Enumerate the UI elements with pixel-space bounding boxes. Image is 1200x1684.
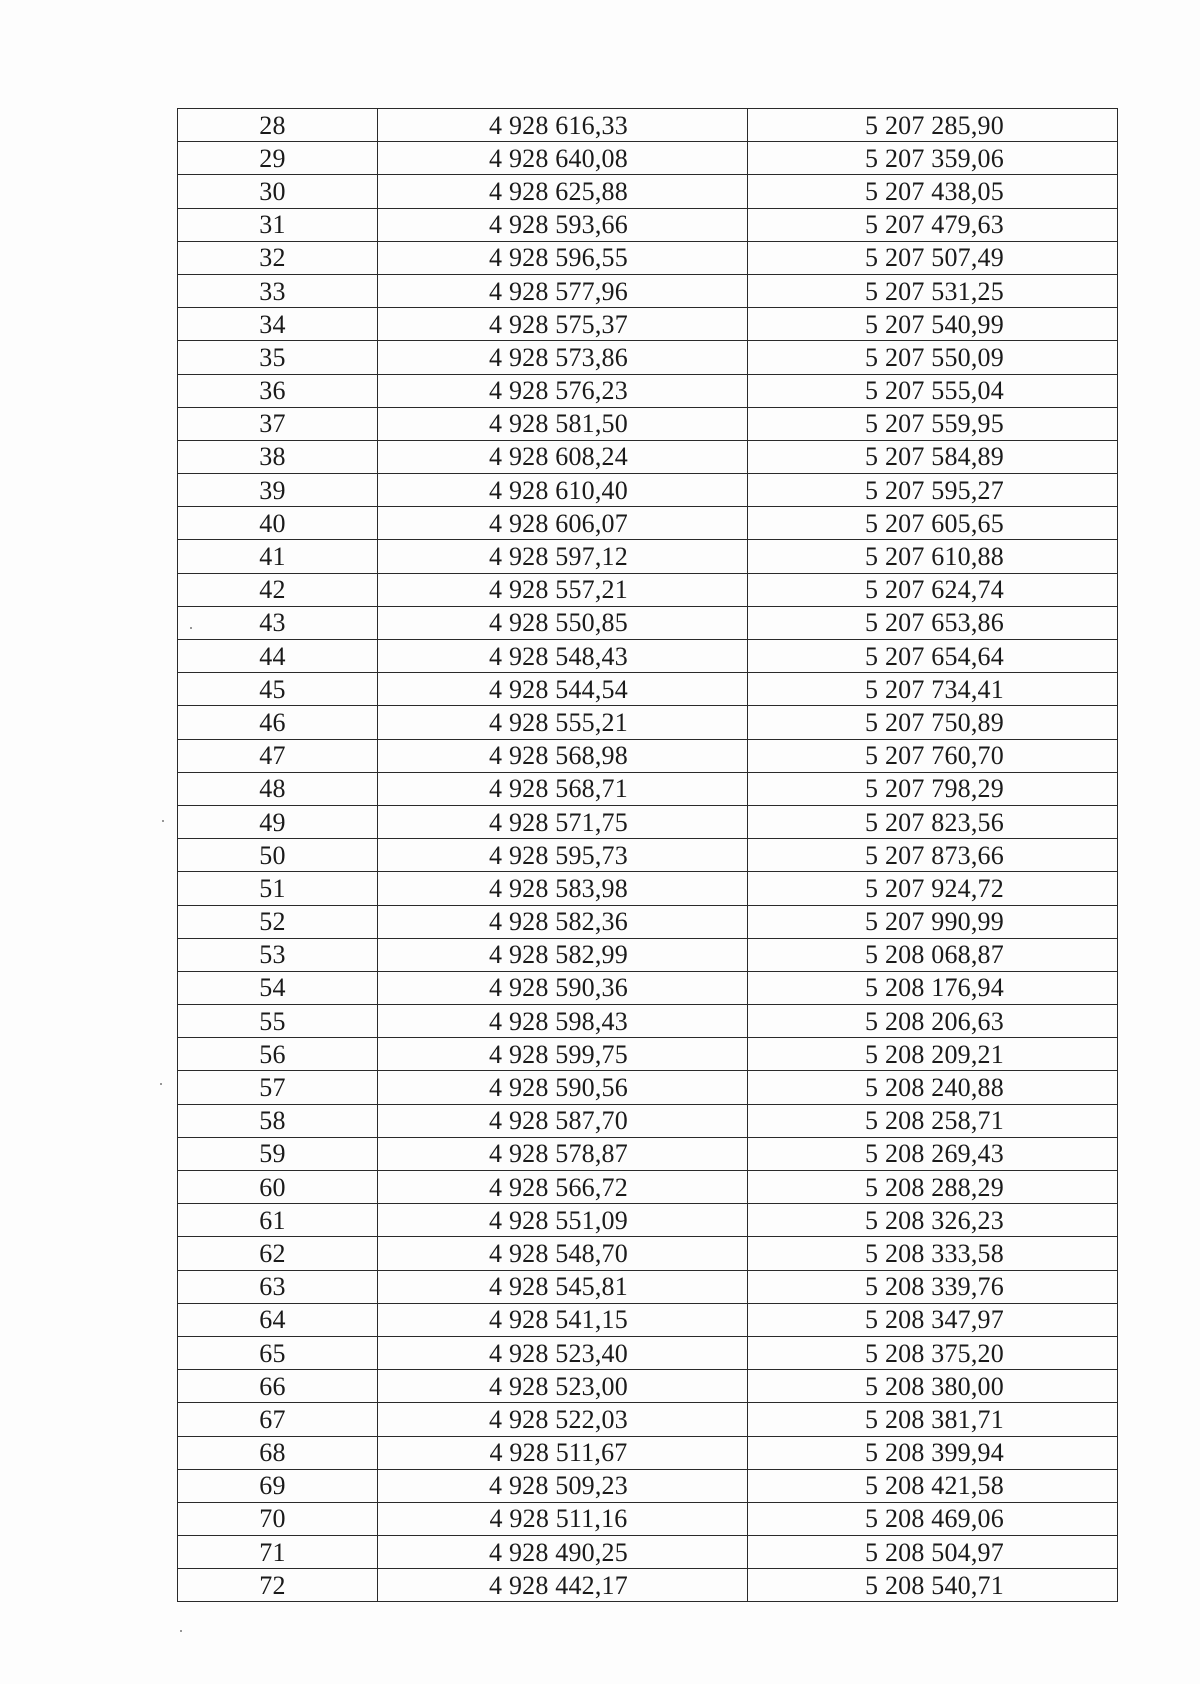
table-row [178,772,1118,805]
y-coordinate-cell: 5 207 559,95 [748,407,1118,440]
x-coordinate-cell: 4 928 582,36 [378,905,748,938]
table-row [178,673,1118,706]
x-coordinate-cell: 4 928 545,81 [378,1270,748,1303]
table-row [178,474,1118,507]
point-number-cell: 66 [178,1370,378,1403]
x-coordinate-cell: 4 928 610,40 [378,474,748,507]
y-coordinate-cell: 5 207 285,90 [748,109,1118,142]
y-coordinate-cell: 5 207 990,99 [748,905,1118,938]
y-coordinate-cell: 5 208 504,97 [748,1536,1118,1569]
point-number-cell: 61 [178,1204,378,1237]
table-row [178,640,1118,673]
table-row [178,1436,1118,1469]
x-coordinate-cell: 4 928 490,25 [378,1536,748,1569]
x-coordinate-cell: 4 928 583,98 [378,872,748,905]
y-coordinate-cell: 5 207 595,27 [748,474,1118,507]
point-number-cell: 51 [178,872,378,905]
x-coordinate-cell: 4 928 555,21 [378,706,748,739]
point-number-cell: 64 [178,1303,378,1336]
y-coordinate-cell: 5 207 584,89 [748,440,1118,473]
x-coordinate-cell: 4 928 593,66 [378,208,748,241]
y-coordinate-cell: 5 208 269,43 [748,1137,1118,1170]
y-coordinate-cell: 5 207 555,04 [748,374,1118,407]
x-coordinate-cell: 4 928 598,43 [378,1005,748,1038]
table-row [178,839,1118,872]
y-coordinate-cell: 5 207 798,29 [748,772,1118,805]
point-number-cell: 49 [178,805,378,838]
x-coordinate-cell: 4 928 568,98 [378,739,748,772]
y-coordinate-cell: 5 208 068,87 [748,938,1118,971]
scan-speck [180,1630,182,1632]
table-row [178,142,1118,175]
table-row [178,573,1118,606]
y-coordinate-cell: 5 208 333,58 [748,1237,1118,1270]
table-row [178,1336,1118,1369]
y-coordinate-cell: 5 207 605,65 [748,507,1118,540]
x-coordinate-cell: 4 928 606,07 [378,507,748,540]
table-row [178,1171,1118,1204]
y-coordinate-cell: 5 207 359,06 [748,142,1118,175]
point-number-cell: 70 [178,1502,378,1535]
point-number-cell: 30 [178,175,378,208]
x-coordinate-cell: 4 928 616,33 [378,109,748,142]
x-coordinate-cell: 4 928 544,54 [378,673,748,706]
y-coordinate-cell: 5 208 339,76 [748,1270,1118,1303]
x-coordinate-cell: 4 928 566,72 [378,1171,748,1204]
x-coordinate-cell: 4 928 576,23 [378,374,748,407]
x-coordinate-cell: 4 928 550,85 [378,606,748,639]
table-row [178,1502,1118,1535]
y-coordinate-cell: 5 207 540,99 [748,308,1118,341]
x-coordinate-cell: 4 928 511,67 [378,1436,748,1469]
x-coordinate-cell: 4 928 625,88 [378,175,748,208]
table-row [178,407,1118,440]
table-row [178,1038,1118,1071]
point-number-cell: 53 [178,938,378,971]
point-number-cell: 29 [178,142,378,175]
table-row [178,1569,1118,1602]
point-number-cell: 48 [178,772,378,805]
point-number-cell: 56 [178,1038,378,1071]
table-row [178,540,1118,573]
table-row [178,241,1118,274]
point-number-cell: 41 [178,540,378,573]
y-coordinate-cell: 5 207 823,56 [748,805,1118,838]
table-row [178,1469,1118,1502]
y-coordinate-cell: 5 208 375,20 [748,1336,1118,1369]
table-row [178,971,1118,1004]
x-coordinate-cell: 4 928 578,87 [378,1137,748,1170]
x-coordinate-cell: 4 928 599,75 [378,1038,748,1071]
point-number-cell: 55 [178,1005,378,1038]
point-number-cell: 35 [178,341,378,374]
x-coordinate-cell: 4 928 597,12 [378,540,748,573]
point-number-cell: 52 [178,905,378,938]
scan-speck [160,1083,162,1085]
x-coordinate-cell: 4 928 596,55 [378,241,748,274]
table-row [178,1303,1118,1336]
table-row [178,274,1118,307]
point-number-cell: 40 [178,507,378,540]
table-row [178,1370,1118,1403]
x-coordinate-cell: 4 928 523,40 [378,1336,748,1369]
table-row [178,1005,1118,1038]
table-row [178,341,1118,374]
point-number-cell: 46 [178,706,378,739]
scan-speck [190,627,192,629]
y-coordinate-cell: 5 208 258,71 [748,1104,1118,1137]
table-row [178,308,1118,341]
x-coordinate-cell: 4 928 590,56 [378,1071,748,1104]
point-number-cell: 58 [178,1104,378,1137]
point-number-cell: 57 [178,1071,378,1104]
x-coordinate-cell: 4 928 581,50 [378,407,748,440]
x-coordinate-cell: 4 928 548,43 [378,640,748,673]
table-row [178,872,1118,905]
x-coordinate-cell: 4 928 442,17 [378,1569,748,1602]
y-coordinate-cell: 5 207 438,05 [748,175,1118,208]
point-number-cell: 33 [178,274,378,307]
y-coordinate-cell: 5 207 873,66 [748,839,1118,872]
scan-speck [162,820,164,822]
y-coordinate-cell: 5 208 380,00 [748,1370,1118,1403]
table-row [178,706,1118,739]
point-number-cell: 42 [178,573,378,606]
y-coordinate-cell: 5 208 540,71 [748,1569,1118,1602]
y-coordinate-cell: 5 208 421,58 [748,1469,1118,1502]
x-coordinate-cell: 4 928 571,75 [378,805,748,838]
y-coordinate-cell: 5 208 399,94 [748,1436,1118,1469]
point-number-cell: 36 [178,374,378,407]
x-coordinate-cell: 4 928 573,86 [378,341,748,374]
coordinates-table-body [178,109,1118,1602]
x-coordinate-cell: 4 928 541,15 [378,1303,748,1336]
point-number-cell: 31 [178,208,378,241]
point-number-cell: 34 [178,308,378,341]
x-coordinate-cell: 4 928 548,70 [378,1237,748,1270]
x-coordinate-cell: 4 928 523,00 [378,1370,748,1403]
table-row [178,507,1118,540]
x-coordinate-cell: 4 928 590,36 [378,971,748,1004]
point-number-cell: 43 [178,606,378,639]
table-row [178,1071,1118,1104]
point-number-cell: 38 [178,440,378,473]
table-row [178,175,1118,208]
y-coordinate-cell: 5 207 750,89 [748,706,1118,739]
table-row [178,1536,1118,1569]
y-coordinate-cell: 5 207 924,72 [748,872,1118,905]
point-number-cell: 63 [178,1270,378,1303]
y-coordinate-cell: 5 207 760,70 [748,739,1118,772]
table-row [178,1237,1118,1270]
x-coordinate-cell: 4 928 551,09 [378,1204,748,1237]
x-coordinate-cell: 4 928 608,24 [378,440,748,473]
x-coordinate-cell: 4 928 568,71 [378,772,748,805]
point-number-cell: 59 [178,1137,378,1170]
y-coordinate-cell: 5 207 734,41 [748,673,1118,706]
y-coordinate-cell: 5 207 653,86 [748,606,1118,639]
point-number-cell: 71 [178,1536,378,1569]
y-coordinate-cell: 5 208 381,71 [748,1403,1118,1436]
point-number-cell: 60 [178,1171,378,1204]
table-row [178,1204,1118,1237]
table-row [178,805,1118,838]
x-coordinate-cell: 4 928 582,99 [378,938,748,971]
table-row [178,440,1118,473]
point-number-cell: 44 [178,640,378,673]
point-number-cell: 67 [178,1403,378,1436]
point-number-cell: 72 [178,1569,378,1602]
x-coordinate-cell: 4 928 577,96 [378,274,748,307]
point-number-cell: 69 [178,1469,378,1502]
table-row [178,905,1118,938]
y-coordinate-cell: 5 207 479,63 [748,208,1118,241]
y-coordinate-cell: 5 207 624,74 [748,573,1118,606]
table-row [178,938,1118,971]
coordinates-table [177,108,1118,1602]
x-coordinate-cell: 4 928 575,37 [378,308,748,341]
point-number-cell: 45 [178,673,378,706]
point-number-cell: 28 [178,109,378,142]
y-coordinate-cell: 5 207 507,49 [748,241,1118,274]
point-number-cell: 54 [178,971,378,1004]
point-number-cell: 62 [178,1237,378,1270]
y-coordinate-cell: 5 207 610,88 [748,540,1118,573]
x-coordinate-cell: 4 928 587,70 [378,1104,748,1137]
y-coordinate-cell: 5 207 531,25 [748,274,1118,307]
x-coordinate-cell: 4 928 509,23 [378,1469,748,1502]
point-number-cell: 65 [178,1336,378,1369]
table-row [178,606,1118,639]
table-row [178,374,1118,407]
table-row [178,1137,1118,1170]
y-coordinate-cell: 5 208 288,29 [748,1171,1118,1204]
y-coordinate-cell: 5 208 206,63 [748,1005,1118,1038]
table-row [178,1403,1118,1436]
y-coordinate-cell: 5 208 347,97 [748,1303,1118,1336]
y-coordinate-cell: 5 208 326,23 [748,1204,1118,1237]
y-coordinate-cell: 5 208 209,21 [748,1038,1118,1071]
x-coordinate-cell: 4 928 522,03 [378,1403,748,1436]
table-row [178,739,1118,772]
table-row [178,208,1118,241]
x-coordinate-cell: 4 928 557,21 [378,573,748,606]
x-coordinate-cell: 4 928 511,16 [378,1502,748,1535]
point-number-cell: 47 [178,739,378,772]
y-coordinate-cell: 5 207 550,09 [748,341,1118,374]
y-coordinate-cell: 5 208 240,88 [748,1071,1118,1104]
y-coordinate-cell: 5 208 176,94 [748,971,1118,1004]
y-coordinate-cell: 5 208 469,06 [748,1502,1118,1535]
point-number-cell: 37 [178,407,378,440]
table-row [178,1104,1118,1137]
table-row [178,109,1118,142]
y-coordinate-cell: 5 207 654,64 [748,640,1118,673]
point-number-cell: 39 [178,474,378,507]
point-number-cell: 68 [178,1436,378,1469]
point-number-cell: 32 [178,241,378,274]
x-coordinate-cell: 4 928 640,08 [378,142,748,175]
x-coordinate-cell: 4 928 595,73 [378,839,748,872]
table-row [178,1270,1118,1303]
point-number-cell: 50 [178,839,378,872]
